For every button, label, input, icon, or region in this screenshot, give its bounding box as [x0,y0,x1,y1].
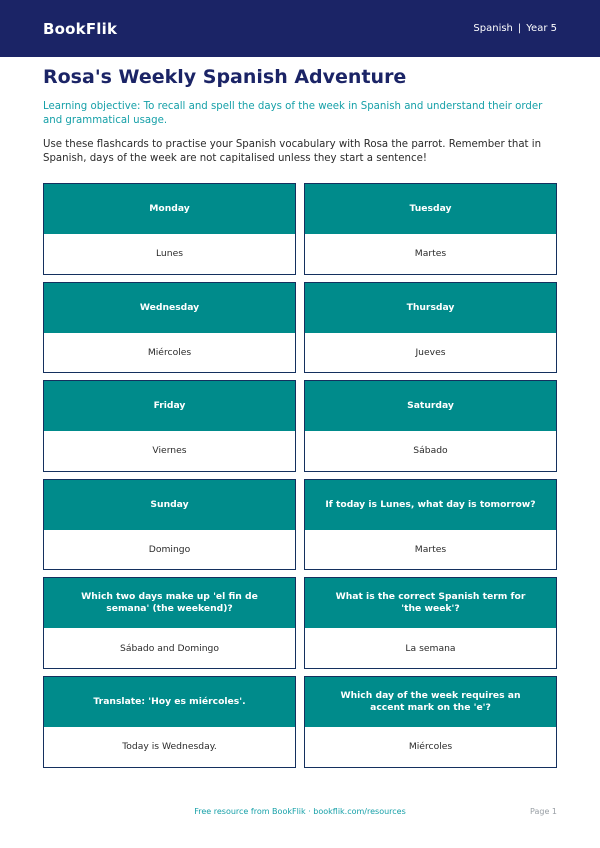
flashcard[interactable] [304,380,557,472]
flashcard[interactable] [43,577,296,669]
flashcard-front: Which two days make up 'el fin de semana' (the weekend)? [44,578,295,628]
flashcard-back: Viernes [44,431,295,471]
flashcard-back: Lunes [44,234,295,274]
footer-resource-link[interactable]: Free resource from BookFlik · bookflik.com/resources [194,807,406,816]
page-number: Page 1 [530,807,557,816]
flashcard-front: What is the correct Spanish term for 'the week'? [305,578,556,628]
learning-objective: Learning objective: To recall and spell the days of the week in Spanish and understand their order and grammatical usage. [43,101,543,126]
flashcard[interactable] [43,676,296,768]
subject-year-label [473,23,557,34]
flashcard-front: Translate: 'Hoy es miércoles'. [44,677,295,727]
flashcard-back: Miércoles [44,333,295,373]
flashcard-front: Which day of the week requires an accent mark on the 'e'? [305,677,556,727]
page-title: Rosa's Weekly Spanish Adventure [43,66,407,88]
flashcard-back: Martes [305,530,556,570]
meta-separator: | [517,23,522,34]
flashcard[interactable] [304,183,557,275]
flashcard-back: Martes [305,234,556,274]
flashcard-back: La semana [305,628,556,668]
top-header-bar [0,0,600,57]
flashcard[interactable] [43,183,296,275]
intro-text: Use these flashcards to practise your Spanish vocabulary with Rosa the parrot. Remember that in Spanish, days of the week are not capitalised unless they start a sentence! [43,139,542,164]
flashcard-grid [43,183,557,768]
flashcard-back: Today is Wednesday. [44,727,295,767]
flashcard-front: Tuesday [305,184,556,234]
flashcard[interactable] [43,282,296,374]
subject-label: Spanish [473,23,513,34]
flashcard-back: Sábado [305,431,556,471]
flashcard-back: Miércoles [305,727,556,767]
flashcard[interactable] [304,479,557,571]
flashcard-back: Jueves [305,333,556,373]
flashcard-front: Friday [44,381,295,431]
flashcard-front: Thursday [305,283,556,333]
flashcard[interactable] [304,282,557,374]
flashcard-front: If today is Lunes, what day is tomorrow? [305,480,556,530]
flashcard[interactable] [43,380,296,472]
brand-logo-text[interactable]: BookFlik [43,19,118,38]
flashcard[interactable] [304,577,557,669]
flashcard-back: Sábado and Domingo [44,628,295,668]
flashcard-back: Domingo [44,530,295,570]
flashcard-front: Monday [44,184,295,234]
year-label: Year 5 [526,23,557,34]
flashcard-front: Sunday [44,480,295,530]
flashcard-front: Wednesday [44,283,295,333]
flashcard[interactable] [304,676,557,768]
flashcard[interactable] [43,479,296,571]
flashcard-front: Saturday [305,381,556,431]
